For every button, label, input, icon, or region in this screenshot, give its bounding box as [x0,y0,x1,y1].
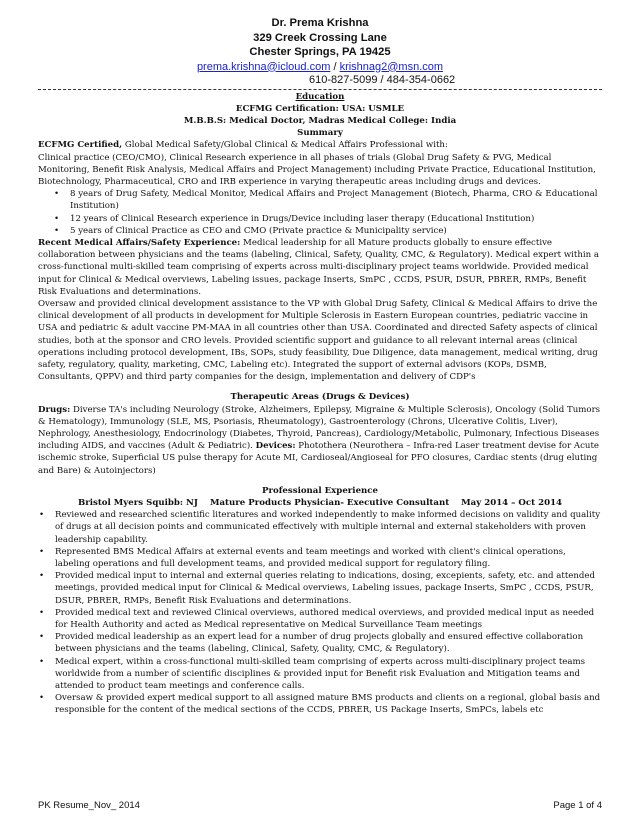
summary-bullet: • 8 years of Drug Safety, Medical Monitor, Medical Affairs and Project Management (Biotech, Pharma, CRO & Educational Institution) [70,188,602,212]
email-separator: / [330,60,340,73]
address-line-2: Chester Springs, PA 19425 [249,46,391,58]
summary-bullet: • 12 years of Clinical Research experience in Drugs/Device including laser therapy (Educational Institution) [70,213,602,225]
education-mbbs: M.B.B.S: Medical Doctor, Madras Medical College: India [183,115,457,126]
therapeutic-heading: Therapeutic Areas (Drugs & Devices) [230,392,410,403]
drugs-text: Diverse TA's including Neurology (Stroke, Alzheimers, Epilepsy, Migraine & Multiple Sclerosis), Oncology (Solid Tumors & Hematology), Immunology (SLE, MS, Psoriasis, Rheumatology), Gastroenterology (Chrons, Ulcerative Colitis, Liver), Nephrology, Anesthesiology, Endocrinology (Diabetes, Thyroid, Pancreas), Cardiology/Metabolic, Pulmonary, Infectious Diseases including AIDS, and vaccines (Adult & Pediatric). [38,404,601,452]
experience-bullet: • Provided medical leadership as an expert lead for a number of drug projects globally and ensured effective collaboration between physicians and the teams (labeling, Clinical, Safety, Quality, CMC, & Regulatory). [55,631,602,655]
experience-bullet: • Oversaw & provided expert medical support to all assigned mature BMS products and clients on a regional, global basis and responsible for the content of the medical sections of the CCDS, PBRER, US Package Inserts, SmPCs, labels etc [55,692,602,716]
therapeutic-paragraph [38,404,602,477]
experience-bullet: • Represented BMS Medical Affairs at external events and team meetings and worked with client's clinical operations, labeling operations and full development teams, and provided medical support for regulatory filing. [55,546,602,570]
summary-heading: Summary [297,128,343,139]
experience-bullet: • Medical expert, within a cross-functional multi-skilled team comprising of experts across multi-disciplinary project teams worldwide from a number of scientific disciplines & provided input for Benefit risk Evaluation and Mitigation teams and attended to product team meetings and conference calls. [55,656,602,693]
email-link-icloud[interactable]: prema.krishna@icloud.com [196,60,331,73]
experience-bullet: • Reviewed and researched scientific literatures and worked independently to make informed decisions on validity and quality of drugs at all decision points and communicated effectively with multiple internal and external stakeholders with proven leadership capability. [55,509,602,546]
footer-filename: PK Resume_Nov_ 2014 [38,800,140,811]
oversaw-paragraph: Oversaw and provided clinical development assistance to the VP with Global Drug Safety, Clinical & Medical Affairs to drive the clinical development of all products in development for Multiple Sclerosis in Eastern European countries, pediatric vaccine in USA and pediatric & adult vaccine PM-MAA in all countries other than USA. Coordinated and directed Safety aspects of clinical studies, both at the sponsor and CRO levels. Provided scientific support and guidance to all relevant internal areas (clinical operations including protocol development, IBs, SOPs, study feasibility, Due Diligence, data management, medical writing, drug safety, regulatory, quality, marketing, CMC, Labeling etc). Integrated the support of external advisors (KOPs, DSMB, Consultants, QPPV) and third party companies for the design, implementation and delivery of CDP's [38,298,598,383]
address-line-1: 329 Creek Crossing Lane [253,31,387,44]
recent-experience [38,237,602,298]
recent-experience-text: Medical leadership for all Mature products globally to ensure effective collaboration between physicians and the teams (labeling, Clinical, Safety, Quality, CMC, & Regulatory). Medical expert within a cross-functional multi-skilled team comprising of experts across multi-disciplinary project teams worldwide. Provided medical input for Clinical & Medical overviews, Labeling issues, package Inserts, SmPC , CCDS, PSUR, DSUR, PBRER, RMPs, Benefit Risk Evaluations and determinations. [38,237,600,297]
email-link-msn[interactable]: krishnag2@msn.com [339,60,444,73]
phone-numbers: 610-827-5099 / 484-354-0662 [309,73,456,86]
footer-page-number: Page 1 of 4 [553,800,602,811]
company-name: Bristol Myers Squibb: NJ [77,498,198,508]
education-heading: Education [295,91,345,102]
summary-bullet: • 5 years of Clinical Practice as CEO and CMO (Private practice & Municipality service) [70,225,602,237]
experience-bullet: • Provided medical input to internal and external queries relating to indications, dosing, excepients, safety, etc. and attended meetings, provided medical input for Clinical & Medical overviews, Labeling issues, package Inserts, SmPC , CCDS, PSUR, DSUR, PBRER, RMPs, Benefit Risk Evaluations and determinations. [55,570,602,607]
experience-heading: Professional Experience [262,485,378,496]
header-divider [38,89,602,90]
candidate-name: Dr. Prema Krishna [271,17,369,29]
education-ecfmg: ECFMG Certification: USA: USMLE [235,103,405,114]
summary-lead [38,139,602,151]
devices-label: Devices: [255,441,296,452]
summary-lead-text: Global Medical Safety/Global Clinical & Medical Affairs Professional with: [122,140,448,151]
summary-lead-bold: ECFMG Certified, [38,140,123,151]
role-title: Mature Products Physician- Executive Consultant [209,498,450,508]
summary-paragraph: Clinical practice (CEO/CMO), Clinical Research experience in all phases of trials (Global Drug Safety & PVG, Medical Monitoring, Benefit Risk Analysis, Medical Affairs and Project Management) including Private Practice, Educational Institution, Biotechnology, Pharmaceutical, CRO and IRB experience in varying therapeutic areas including drugs and devices. [38,152,596,187]
resume-page [38,16,602,717]
position-line [38,497,602,509]
email-line [38,60,602,74]
role-dates: May 2014 – Oct 2014 [461,498,563,508]
experience-bullet: • Provided medical text and reviewed Clinical overviews, authored medical overviews, and provided medical input as needed for Health Authority and acted as Medical representative on Medical Surveillance Team meetings [55,607,602,631]
recent-experience-bold: Recent Medical Affairs/Safety Experience: [38,237,241,248]
experience-bullets [38,509,602,716]
summary-bullets [38,188,602,237]
devices-text: Photothera (Neurothera – Infra-red Laser treatment devise for Acute ischemic stroke, Superficial US pulse therapy for Acute MI, Cardioseal/Angioseal for PFO closures, Cardiac stents (drug eluting and Bare) & Autoinjectors) [38,441,599,476]
page-footer [38,800,602,811]
drugs-label: Drugs: [38,404,71,415]
